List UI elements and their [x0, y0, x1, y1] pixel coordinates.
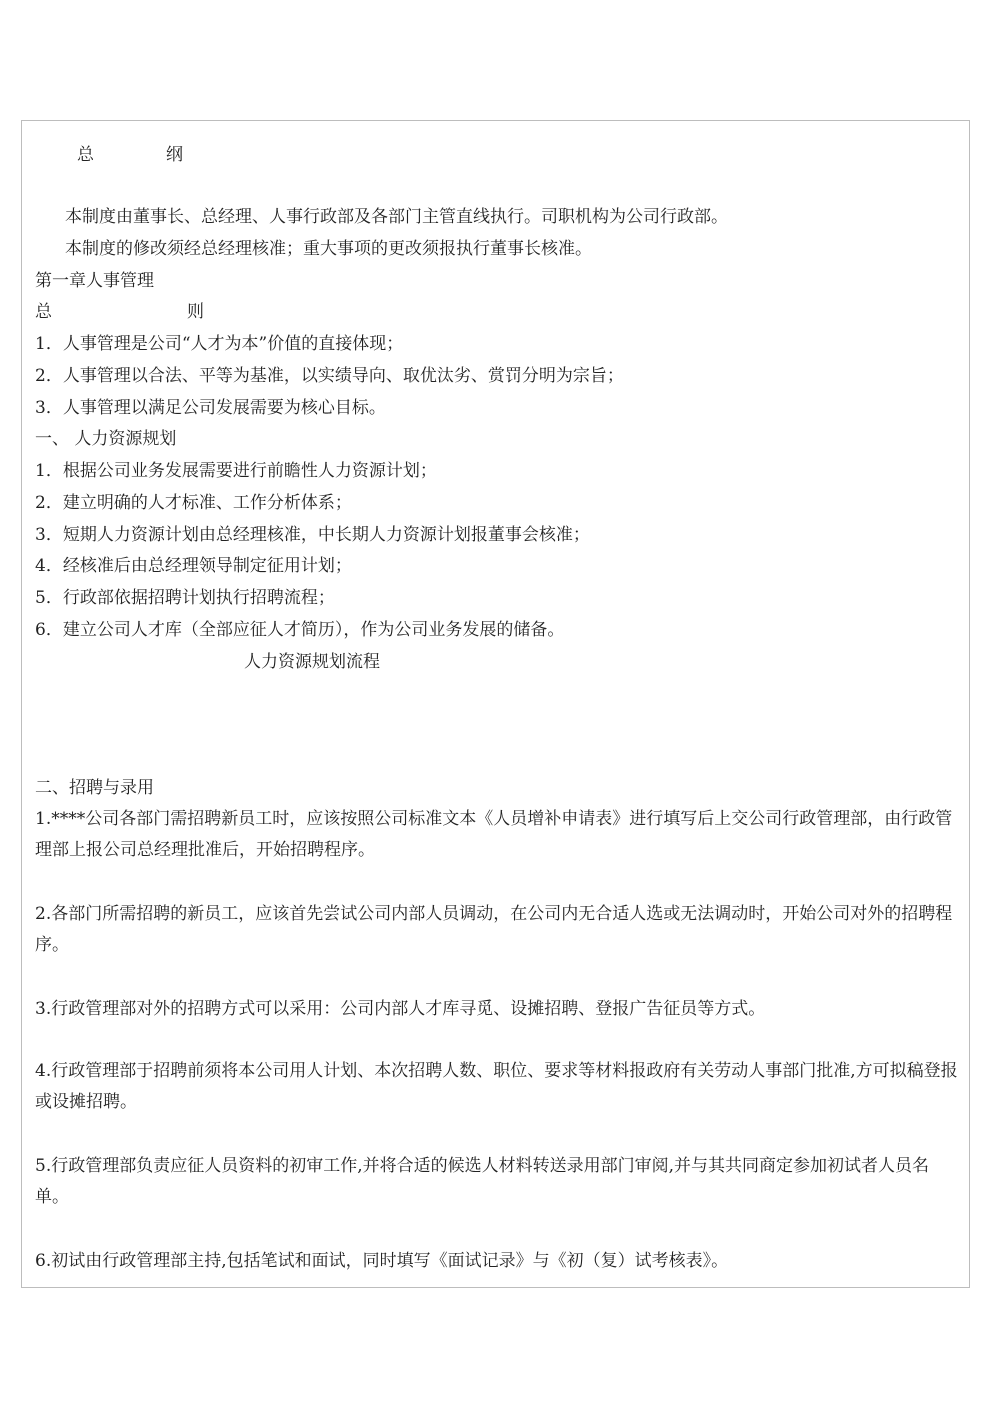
chapter-title: 第一章人事管理	[35, 271, 154, 291]
recruitment-item: 2.各部门所需招聘的新员工，应该首先尝试公司内部人员调动，在公司内无合适人选或无法调动时，开始公司对外的招聘程序。	[35, 904, 953, 955]
heading-general-b: 纲	[166, 145, 183, 165]
recruitment-item: 5.行政管理部负责应征人员资料的初审工作,并将合适的候选人材料转送录用部门审阅,并与其共同商定参加初试者人员名单。	[35, 1156, 930, 1207]
principle-item: 2．人事管理以合法、平等为基准，以实绩导向、取优汰劣、赏罚分明为宗旨；	[35, 366, 624, 386]
intro-paragraph-2: 本制度的修改须经总经理核准；重大事项的更改须报执行董事长核准。	[65, 239, 592, 259]
recruitment-item: 4.行政管理部于招聘前须将本公司用人计划、本次招聘人数、职位、要求等材料报政府有关劳动人事部门批准,方可拟稿登报或设摊招聘。	[35, 1061, 958, 1112]
recruitment-item: 6.初试由行政管理部主持,包括笔试和面试，同时填写《面试记录》与《初（复）试考核表》。	[35, 1251, 729, 1271]
recruitment-item: 3.行政管理部对外的招聘方式可以采用：公司内部人才库寻觅、设摊招聘、登报广告征员等方式。	[35, 999, 766, 1019]
intro-paragraph-1: 本制度由董事长、总经理、人事行政部及各部门主管直线执行。司职机构为公司行政部。	[65, 207, 728, 227]
hr-planning-item: 5．行政部依据招聘计划执行招聘流程；	[35, 588, 335, 608]
section-title-recruitment: 二、招聘与录用	[35, 778, 154, 798]
principle-item: 3．人事管理以满足公司发展需要为核心目标。	[35, 398, 386, 418]
hr-planning-item: 1．根据公司业务发展需要进行前瞻性人力资源计划；	[35, 461, 437, 481]
principles-heading-b: 则	[187, 302, 204, 322]
principles-heading-a: 总	[35, 302, 52, 322]
hr-flow-caption: 人力资源规划流程	[244, 652, 380, 672]
section-title-hr-planning: 一、 人力资源规划	[35, 429, 177, 449]
hr-planning-item: 4．经核准后由总经理领导制定征用计划；	[35, 556, 352, 576]
recruitment-item: 1.****公司各部门需招聘新员工时，应该按照公司标准文本《人员增补申请表》进行填写后上交公司行政管理部，由行政管理部上报公司总经理批准后，开始招聘程序。	[35, 809, 953, 860]
hr-planning-item: 3．短期人力资源计划由总经理核准，中长期人力资源计划报董事会核准；	[35, 525, 590, 545]
principle-item: 1．人事管理是公司“人才为本”价值的直接体现；	[35, 334, 404, 354]
hr-planning-item: 2．建立明确的人才标准、工作分析体系；	[35, 493, 352, 513]
heading-general-a: 总	[77, 145, 94, 165]
hr-planning-item: 6．建立公司人才库（全部应征人才简历），作为公司业务发展的储备。	[35, 620, 565, 640]
